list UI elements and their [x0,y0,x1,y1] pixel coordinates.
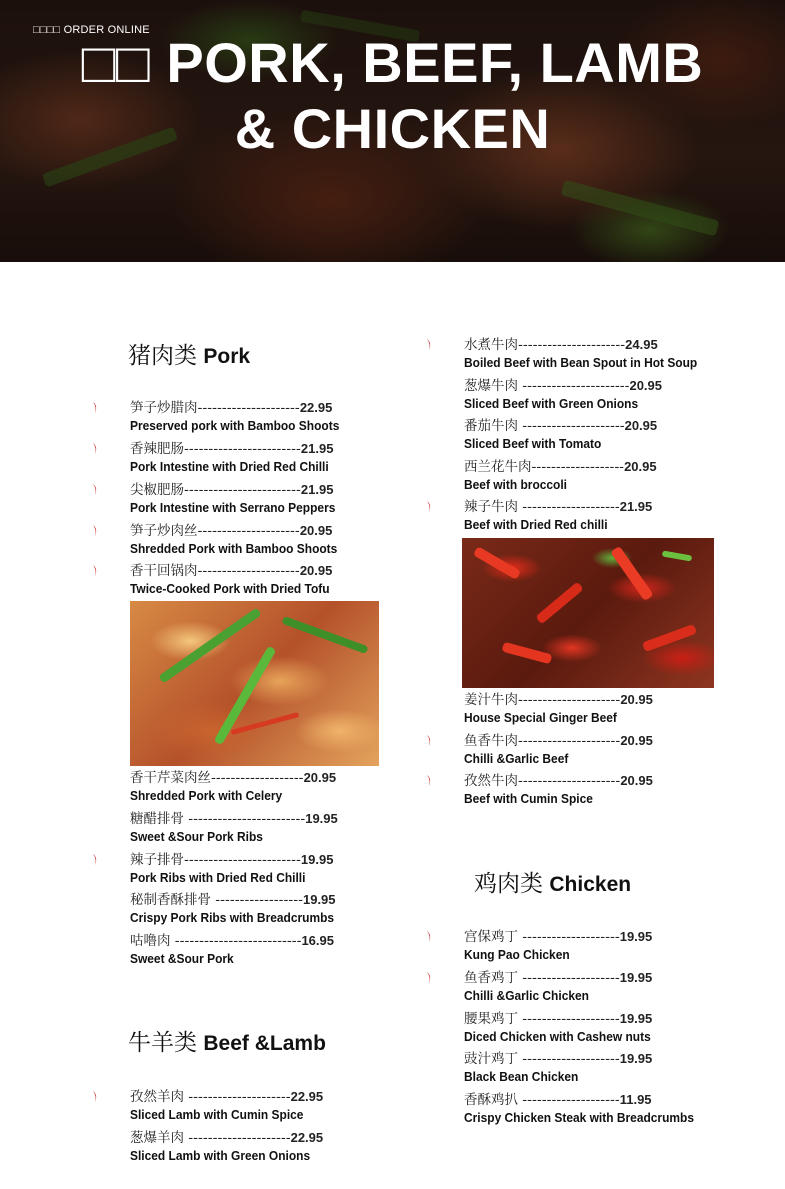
item-price: 20.95 [620,692,653,707]
chili-icon [91,853,99,866]
section-title-en: Beef &Lamb [203,1032,326,1055]
section-title-zh: 牛羊类 [128,1029,197,1055]
item-price: 11.95 [619,1092,652,1107]
item-name-en: Beef with Dried Red chilli [464,517,608,532]
item-name-en: Chilli &Garlic Beef [464,751,569,766]
chili-icon [425,500,433,513]
chili-icon [425,774,433,787]
section-title-zh: 猪肉类 [128,342,197,368]
item-name-en: Sweet &Sour Pork Ribs [130,829,263,844]
menu-item [130,440,346,476]
chili-icon [425,930,433,943]
item-name-zh: 水煮牛肉---------------------- [464,337,626,353]
item-price: 21.95 [300,441,334,456]
item-price: 19.95 [619,970,653,985]
menu-item [464,498,652,534]
item-name-zh: 尖椒肥肠------------------------ [130,482,301,498]
page-title [0,30,785,162]
menu-item [464,928,652,964]
chili-icon [425,338,433,351]
photo-garnish [610,546,653,601]
item-name-zh: 香酥鸡扒 -------------------- [464,1092,620,1108]
chili-icon [91,401,99,414]
chili-icon [91,1090,99,1103]
section-title-pork [128,337,250,370]
photo-garnish [231,712,300,735]
item-name-en: Beef with Cumin Spice [464,791,593,806]
item-price: 19.95 [619,929,653,944]
item-name-zh: 辣子牛肉 -------------------- [464,499,620,515]
item-name-zh: 番茄牛肉 --------------------- [464,418,625,434]
photo-garnish [535,581,584,624]
photo-garnish [502,642,553,665]
section-title-en: Pork [203,345,251,368]
item-name-zh: 香干回锅肉--------------------- [130,563,300,579]
item-price: 21.95 [300,482,334,497]
item-name-zh: 葱爆羊肉 --------------------- [130,1130,291,1146]
menu-item [130,932,334,968]
item-name-en: Crispy Chicken Steak with Breadcrumbs [464,1110,694,1125]
item-name-en: Sliced Lamb with Cumin Spice [130,1107,304,1122]
item-name-zh: 西兰花牛肉------------------- [464,459,625,475]
item-name-en: Shredded Pork with Bamboo Shoots [130,541,338,556]
item-price: 20.95 [620,773,653,788]
twice-cooked-pork-photo [130,601,379,766]
item-price: 20.95 [624,418,658,433]
menu-item [130,891,352,927]
photo-garnish [662,550,693,561]
item-name-en: Pork Intestine with Serrano Peppers [130,500,336,515]
item-name-zh: 笋子炒腊肉--------------------- [130,400,300,416]
item-name-en: Black Bean Chicken [464,1069,579,1084]
item-name-en: Beef with broccoli [464,477,568,492]
item-name-en: Twice-Cooked Pork with Dried Tofu [130,581,330,596]
menu-item [130,769,336,805]
page-title-line1: □□ PORK, BEEF, LAMB [81,31,704,94]
menu-item [464,772,653,808]
item-name-zh: 辣子排骨------------------------ [130,852,301,868]
menu-item [130,851,333,887]
menu-item [464,377,662,413]
menu-item [464,732,653,768]
item-name-en: Kung Pao Chicken [464,947,570,962]
item-price: 21.95 [619,499,653,514]
item-name-zh: 孜然羊肉 --------------------- [130,1089,291,1105]
section-title-chicken [474,865,631,898]
item-name-en: Shredded Pork with Celery [130,788,283,803]
menu-item [464,458,657,494]
item-price: 20.95 [620,733,653,748]
item-price: 19.95 [619,1051,653,1066]
item-name-en: Pork Ribs with Dried Red Chilli [130,870,306,885]
chili-icon [91,564,99,577]
photo-garnish [473,546,521,580]
chili-icon [425,971,433,984]
beef-dried-chilli-photo [462,538,714,688]
menu-item [464,969,652,1005]
menu-item [464,691,653,727]
chili-icon [91,524,99,537]
menu-item [464,336,718,372]
item-price: 22.95 [299,400,333,415]
section-title-beef-lamb [128,1024,326,1057]
page-title-line2: & CHICKEN [234,97,551,160]
item-name-en: Crispy Pork Ribs with Breadcrumbs [130,910,335,925]
item-name-zh: 宫保鸡丁 -------------------- [464,929,620,945]
section-title-zh: 鸡肉类 [474,870,543,896]
menu-item [464,1050,652,1086]
item-name-en: Diced Chicken with Cashew nuts [464,1029,651,1044]
item-name-zh: 秘制香酥排骨 ------------------ [130,892,303,908]
menu-item [130,399,358,435]
item-name-zh: 葱爆牛肉 ---------------------- [464,378,630,394]
item-name-en: Sliced Beef with Green Onions [464,396,639,411]
item-name-zh: 咕噜肉 -------------------------- [130,933,302,949]
item-name-en: Pork Intestine with Dried Red Chilli [130,459,329,474]
item-name-en: Sliced Lamb with Green Onions [130,1148,311,1163]
item-name-en: Preserved pork with Bamboo Shoots [130,418,340,433]
item-name-en: Chilli &Garlic Chicken [464,988,589,1003]
item-name-zh: 孜然牛肉--------------------- [464,773,621,789]
photo-garnish [642,624,697,652]
menu-item [464,1091,714,1127]
menu-item [464,417,657,453]
item-name-zh: 香辣肥肠------------------------ [130,441,301,457]
item-name-en: Sweet &Sour Pork [130,951,234,966]
menu-item [130,522,355,558]
item-name-en: Sliced Beef with Tomato [464,436,602,451]
photo-garnish [158,607,261,683]
item-price: 20.95 [299,563,333,578]
menu-item [464,1010,667,1046]
photo-garnish [281,616,368,654]
chili-icon [91,442,99,455]
menu-item [130,481,353,517]
order-online-link[interactable]: □□□□ ORDER ONLINE [33,24,150,36]
item-price: 19.95 [619,1011,653,1026]
item-price: 20.95 [624,459,657,474]
item-name-zh: 姜汁牛肉--------------------- [464,692,621,708]
item-name-zh: 笋子炒肉丝--------------------- [130,523,300,539]
item-name-zh: 鱼香牛肉--------------------- [464,733,621,749]
chili-icon [91,483,99,496]
menu-item [130,810,338,846]
item-name-zh: 糖醋排骨 ------------------------ [130,811,306,827]
menu-item [130,1088,323,1124]
item-name-en: House Special Ginger Beef [464,710,617,725]
item-price: 22.95 [290,1089,324,1104]
menu-item [130,562,347,598]
item-name-zh: 香干芹菜肉丝------------------- [130,770,304,786]
item-name-zh: 豉汁鸡丁 -------------------- [464,1051,620,1067]
item-price: 19.95 [305,811,338,826]
item-price: 22.95 [290,1130,324,1145]
item-name-zh: 腰果鸡丁 -------------------- [464,1011,620,1027]
item-price: 20.95 [303,770,337,785]
item-name-zh: 鱼香鸡丁 -------------------- [464,970,620,986]
item-price: 20.95 [629,378,663,393]
chili-icon [425,734,433,747]
item-price: 24.95 [625,337,658,352]
item-price: 19.95 [302,892,336,907]
item-price: 20.95 [299,523,333,538]
section-title-en: Chicken [549,873,632,896]
hero-banner [0,0,785,262]
menu-item [130,1129,326,1165]
item-price: 16.95 [301,933,334,948]
item-price: 19.95 [300,852,334,867]
item-name-en: Boiled Beef with Bean Spout in Hot Soup [464,355,698,370]
